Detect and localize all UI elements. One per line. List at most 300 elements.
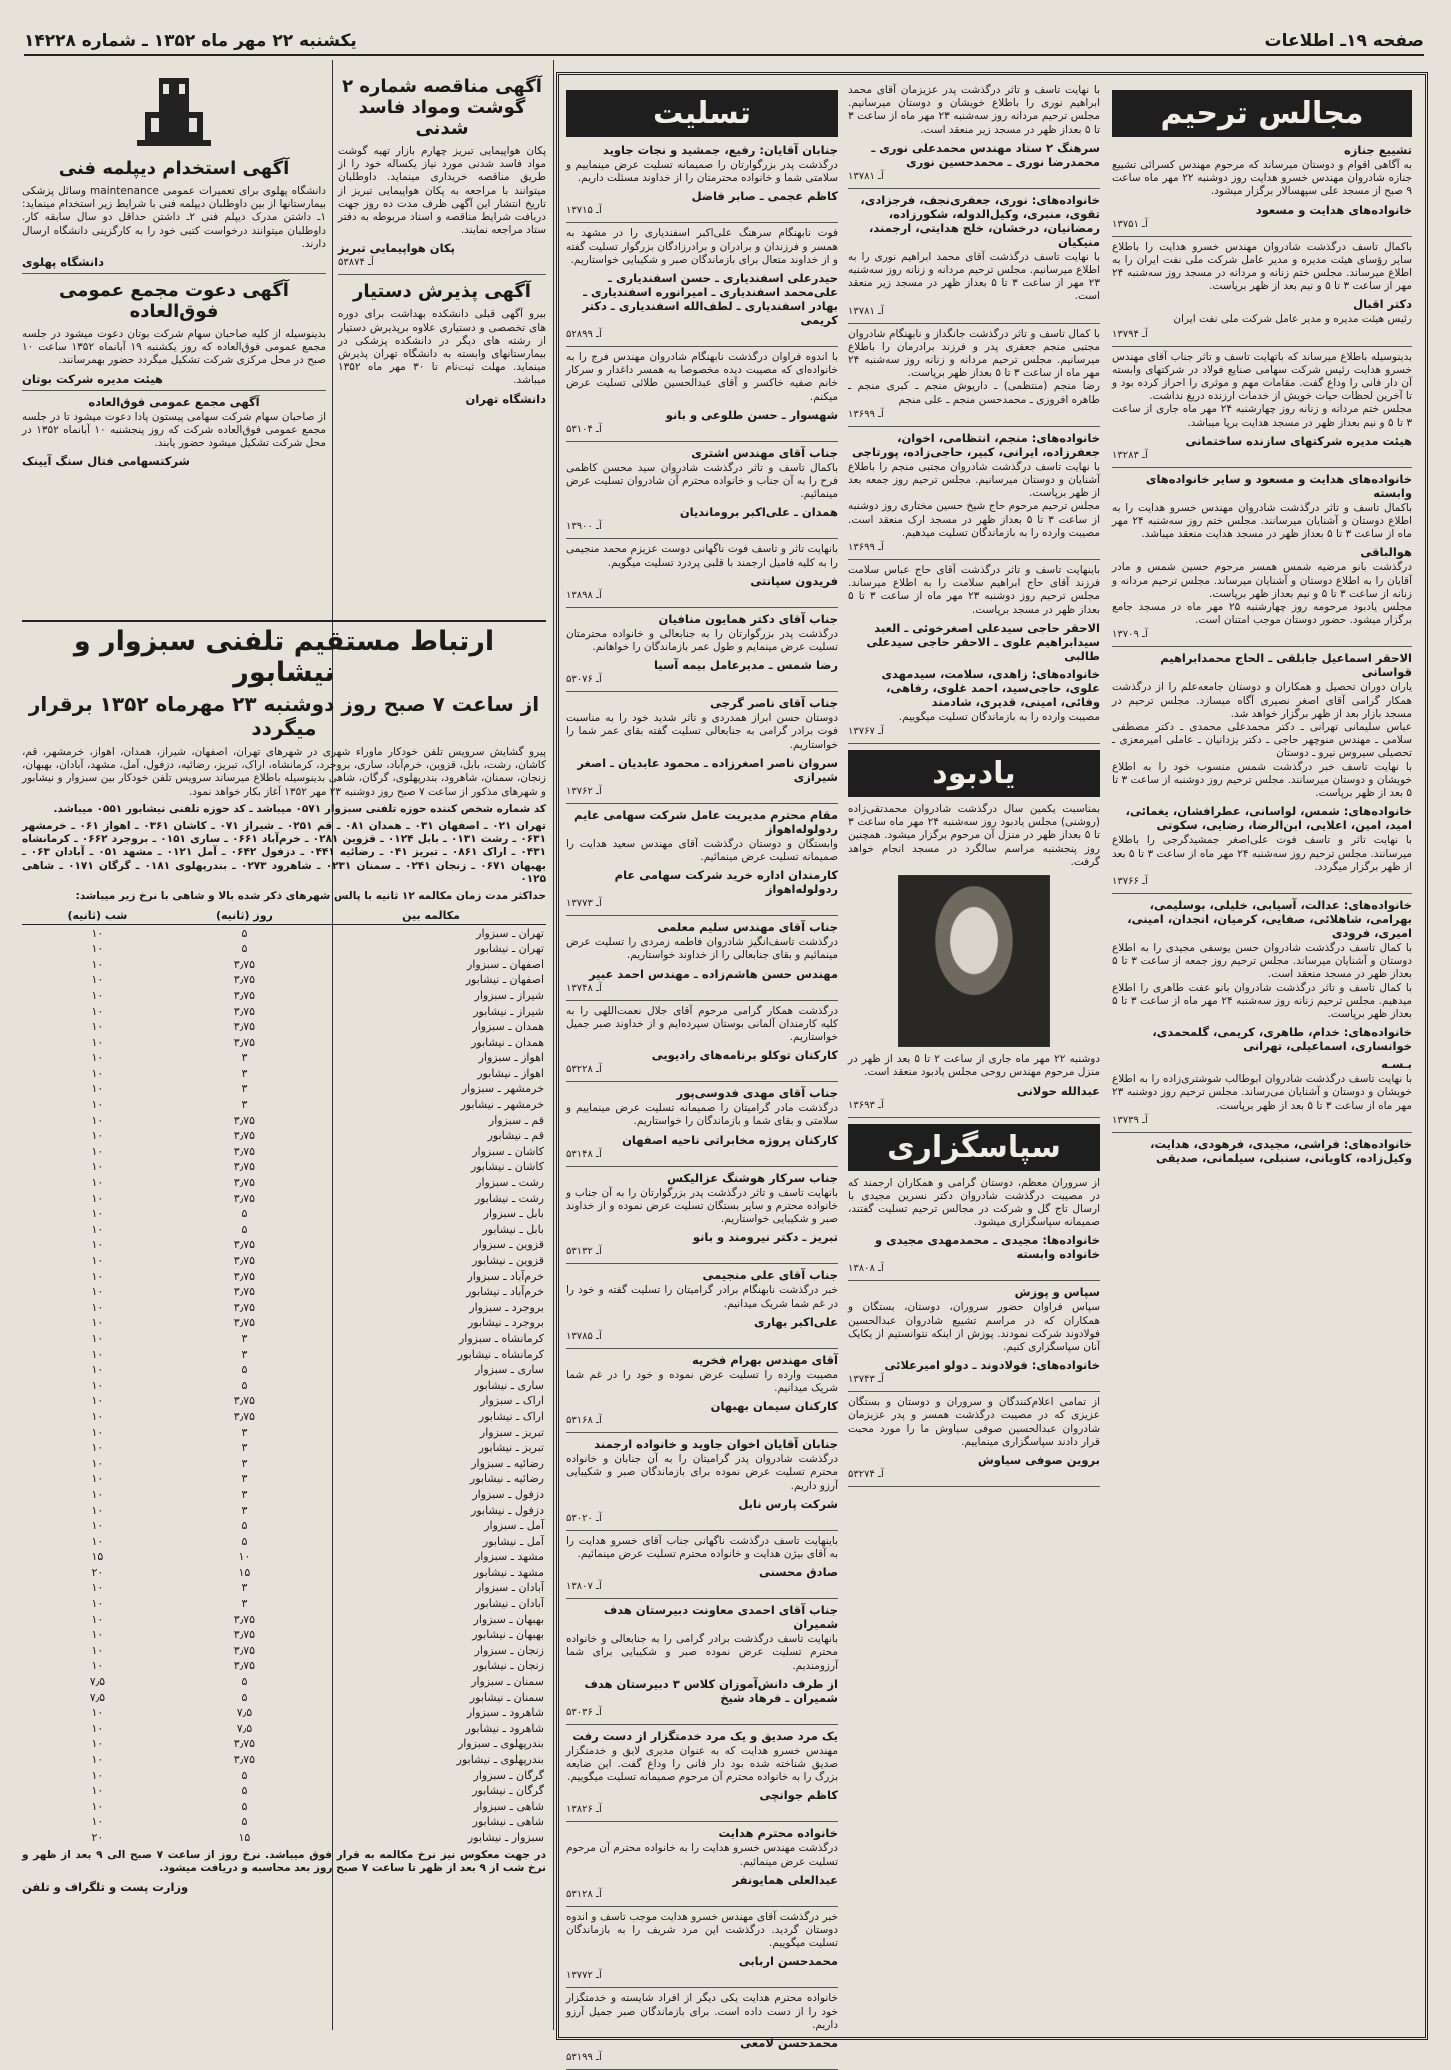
notice-item bbox=[1112, 545, 1412, 601]
notice-title: خانواده‌های: فولادوند ـ دولو امیرعلائی bbox=[884, 1358, 1100, 1373]
notice-text: بانهایت تاسف و تاثر درگذشت پدر بزرگوارتان را به آن جناب و خانواده محترم و سایر بستگان تسلیت عرض نموده و از خداوند صبر و شکیبایی خواستاریم. bbox=[566, 1186, 838, 1226]
table-row bbox=[22, 1674, 546, 1690]
notice-item bbox=[566, 143, 838, 185]
notice-item bbox=[848, 84, 1100, 137]
notice-title: جناب آقای مهندس سلیم معلمی bbox=[657, 920, 838, 935]
notice-text: مجلس ترحیم مرحوم حاج شیخ حسین مختاری روز دوشنبه از ساعت ۳ تا ۵ بعداز ظهر در مسجد ارک منعقد است. مصیبت وارده را به بازماندگان تسلیت میدهیم. bbox=[848, 500, 1100, 539]
notice-title: کاظم عجمی ـ صابر فاضل bbox=[691, 189, 838, 204]
table-row bbox=[22, 1128, 546, 1144]
table-row bbox=[22, 1299, 546, 1315]
notice-text: باکمال تاسف درگذشت شادروان مهندس خسرو هدایت را باطلاع سایر رؤسای هیئت مدیره و مدیر عامل شرکت ملی نفت ایران را به اطلاع میرساند. مجلس ختم زنانه و مردانه در مسجد روز سه‌شنبه ۲۴ مهر از ساعت ۳ تا ۵ و نیم بعد از ظهر برپاست. bbox=[1112, 240, 1412, 293]
table-cell: اصفهان ـ سبزوار bbox=[467, 957, 544, 971]
table-row bbox=[22, 1658, 546, 1674]
table-cell: همدان ـ نیشابور bbox=[471, 1035, 544, 1049]
table-cell: ۵ bbox=[241, 1363, 248, 1377]
notice-code: آـ ۵۳۰۷۶ bbox=[566, 674, 602, 686]
table-row bbox=[22, 956, 546, 972]
table-cell: بهبهان ـ سبزوار bbox=[473, 1612, 544, 1626]
notice-title: علی‌اکبر بهاری bbox=[753, 1314, 838, 1329]
table-cell: آمل ـ سبزوار bbox=[484, 1519, 544, 1533]
notice-text: بانهایت تاسف درگذشت برادر گرامی را به جنابعالی و خانواده محترم تسلیت عرض نموده صبر و شکیبایی برای شما آرزومندیم. bbox=[566, 1633, 838, 1672]
table-row bbox=[22, 941, 546, 957]
notice-item bbox=[566, 2036, 838, 2070]
table-cell: ۳٫۷۵ bbox=[233, 1643, 256, 1657]
table-row bbox=[22, 1237, 546, 1253]
table-cell: زنجان ـ سبزوار bbox=[474, 1643, 544, 1657]
table-cell: خرمشهر ـ نیشابور bbox=[460, 1098, 544, 1112]
table-row bbox=[22, 1253, 546, 1269]
table-row bbox=[22, 988, 546, 1004]
table-row bbox=[22, 1222, 546, 1238]
notice-item bbox=[1112, 651, 1412, 679]
table-cell: ۳٫۷۵ bbox=[233, 1737, 256, 1751]
notice-item bbox=[1112, 942, 1412, 982]
assembly2-ad-sign: شرکتسهامی فتال سنگ آیینک bbox=[22, 454, 190, 469]
table-cell: گرگان ـ نیشابور bbox=[472, 1784, 544, 1798]
notice-item bbox=[566, 1565, 838, 1599]
notice-title: کارکنان توکلو برنامه‌های رادیویی bbox=[651, 1048, 838, 1063]
notice-text: با نهایت تاسف درگذشت شادروان مجتبی منجم را باطلاع آشنایان و دوستان میرسانیم. مجلس ترحیم روز جمعه بعد از ظهر برپاست. bbox=[848, 460, 1100, 500]
table-cell: ۳ bbox=[241, 1597, 248, 1611]
table-cell: ۳ bbox=[241, 1331, 248, 1345]
table-row bbox=[22, 1097, 546, 1113]
telephone-subhead: از ساعت ۷ صبح روز دوشنبه ۲۳ مهرماه ۱۳۵۲ برقرار میگردد bbox=[28, 692, 540, 740]
notice-code: آـ ۱۳۷۹۴ bbox=[1112, 328, 1148, 340]
telephone-codes: تهران ۰۲۱ ـ اصفهان ۰۳۱ ـ همدان ۰۸۱ ـ قم ۰۲۵۱ ـ شیراز ۰۷۱ ـ کاشان ۰۳۶۱ ـ اهواز ۰۶۱ ـ خرمشهر ۰۶۳۱ ـ رشت ۰۱۳۱ ـ بابل ۰۱۲۴ ـ قزوین ۰۲۸۱ ـ خرم‌آباد ۰۶۶۱ ـ ساری ۰۱۵۱ ـ بروجرد ۰۶۶۲ ـ کرمانشاه ۰۴۳۱ ـ اراک ۰۸۶۱ ـ تبریز ۰۴۱ ـ رضائیه ۰۴۴۱ ـ دزفول ۰۶۴۲ ـ آمل ۰۱۲۱ ـ مشهد ۰۵۱ ـ آبادان ۰۶۳ ـ بهبهان ۰۶۷۱ ـ زنجان ۰۲۴۱ ـ سمنان ۰۲۳۱ ـ شاهرود ۰۲۷۳ ـ بندرپهلوی ۰۱۸۱ ـ گرگان ۰۱۷۱ ـ شاهی ۰۱۲۵ bbox=[22, 820, 547, 885]
table-cell: ۵ bbox=[241, 1207, 248, 1221]
notice-title: تشییع جنازه bbox=[1344, 143, 1412, 157]
table-row bbox=[22, 1034, 546, 1050]
ads-top-left bbox=[22, 70, 326, 610]
table-cell: ۱۰ bbox=[91, 1799, 104, 1813]
table-cell: ۳ bbox=[241, 1456, 248, 1470]
table-cell: ۱۰ bbox=[91, 1706, 104, 1720]
table-cell: کرمانشاه ـ نیشابور bbox=[457, 1347, 544, 1361]
notice-item bbox=[566, 1315, 838, 1349]
notice-item bbox=[1112, 1057, 1412, 1133]
notice-item bbox=[848, 711, 1100, 744]
table-row bbox=[22, 1518, 546, 1534]
table-cell: ۳ bbox=[241, 1347, 248, 1361]
notice-item bbox=[566, 1992, 838, 2032]
table-cell: ۱۵ bbox=[238, 1830, 251, 1844]
notice-title: صادق محسنی bbox=[758, 1565, 838, 1580]
table-cell: ۱۰ bbox=[91, 1098, 104, 1112]
table-row bbox=[22, 1627, 546, 1643]
notice-code: آـ ۵۳۱۹۹ bbox=[566, 2051, 602, 2063]
notice-item bbox=[1112, 143, 1412, 199]
notice-item bbox=[566, 696, 838, 752]
table-cell: ۱۵ bbox=[238, 1565, 251, 1579]
notice-item bbox=[1112, 1137, 1412, 1165]
table-cell: ۵ bbox=[241, 1378, 248, 1392]
table-cell: تهران ـ سبزوار bbox=[476, 926, 544, 940]
notice-item bbox=[566, 1788, 838, 1822]
page-number-title: صفحه ۱۹ـ اطلاعات bbox=[1264, 31, 1424, 51]
table-cell: ۱۰ bbox=[91, 1737, 104, 1751]
notice-code: آـ ۱۳۷۴۳ bbox=[848, 1374, 884, 1386]
notice-code: آـ ۱۳۷۴۸ bbox=[566, 982, 602, 994]
table-cell: قم ـ سبزوار bbox=[488, 1113, 544, 1127]
notice-text: درگذشت پدر بزرگوارتان را به جنابعالی و خانواده محترمتان تسلیت عرض مینمایم و طول عمر بازماندگان را خواهانم. bbox=[566, 627, 838, 654]
notice-text: مهندس خسرو هدایت که به عنوان مدیری لایق و خدمتگزار صدیق شناخته شده بود دار فانی را وداع گفت. این ضایعه بزرگ را به خانواده محترم آن مرحوم صمیمانه تسلیت میگوییم. bbox=[566, 1744, 838, 1784]
table-cell: ۱۰ bbox=[91, 1753, 104, 1766]
table-cell: دزفول ـ نیشابور bbox=[471, 1503, 544, 1517]
table-row bbox=[22, 1003, 546, 1019]
notice-text: باینهایت تاسف درگذشت ناگهانی جناب آقای خسرو هدایت را به آقای بیژن هدایت و خانواده محترم تسلیت عرض مینمائیم. bbox=[566, 1534, 838, 1560]
table-cell: ۳ bbox=[241, 1098, 248, 1112]
notice-code: آـ ۱۳۷۰۹ bbox=[1112, 629, 1148, 641]
notice-code: آـ ۱۳۹۰۰ bbox=[566, 521, 602, 533]
notice-item bbox=[566, 1133, 838, 1167]
tender-ad-sign: پکان هواپیمایی تبریز bbox=[338, 241, 455, 256]
table-cell: سبزوار ـ نیشابور bbox=[467, 1830, 544, 1844]
table-cell: ۱۰ bbox=[91, 1534, 104, 1548]
notice-item bbox=[1112, 472, 1412, 542]
table-cell: سمنان ـ نیشابور bbox=[469, 1690, 544, 1704]
table-cell: ۱۰ bbox=[91, 1144, 104, 1158]
table-cell: بابل ـ سبزوار bbox=[483, 1207, 544, 1221]
table-cell: ۳ bbox=[241, 1503, 248, 1517]
table-cell: ۱۰ bbox=[91, 1425, 104, 1439]
notice-text: عباس سلیمانی تهرانی ـ دکتر محمدعلی محمدی ـ دکتر مصطفی سلامی ـ مهندس منوچهر حاجی ـ دکتر یزدانیان ـ عاملی امیرمعزی ـ تحصیلی سیروس نیرو ـ دوستان bbox=[1112, 721, 1412, 760]
notice-code: آـ ۱۳۸۰۷ bbox=[566, 1581, 602, 1593]
notice-item bbox=[1112, 601, 1412, 647]
notice-title: یک مرد صدیق و یک مرد خدمتگزار از دست رفت bbox=[572, 1728, 838, 1743]
table-cell: ۱۰ bbox=[91, 1331, 104, 1345]
notice-text: سپاس فراوان حضور سروران، دوستان، بستگان و همکاران که در مراسم تشییع شادروان عبدالحسین فولادوند شرکت نمودند. پوزش از اینکه نتوانستیم از یکایک آنان سپاسگزاری کنیم. bbox=[848, 1301, 1100, 1353]
notice-item bbox=[566, 868, 838, 916]
table-cell: ۱۰ bbox=[91, 1643, 104, 1657]
notice-item bbox=[566, 1729, 838, 1785]
table-cell: ۱۰ bbox=[91, 1238, 104, 1252]
notice-title: کارمندان اداره خرید شرکت سهامی عام ردولوله‌اهواز bbox=[614, 868, 838, 897]
notice-item bbox=[566, 756, 838, 804]
table-cell: ۳٫۷۵ bbox=[233, 1254, 256, 1267]
notice-text: فوت نابهنگام سرهنگ علی‌اکبر اسفندیاری را در مشهد به همسر و فرزندان و برادران و برادرزادگان بزرگوار تسلیت گفته و از خداوند متعال برای بازماندگان صبر و شکیبایی خواستاریم. bbox=[566, 227, 838, 266]
notice-item bbox=[566, 1603, 838, 1673]
notice-code: آـ ۵۳۱۲۸ bbox=[566, 1888, 602, 1900]
notice-text: دوستان حسن ابراز همدردی و تاثر شدید خود را به مناسبت فوت برادر گرامی به جنابعالی تسلیت گفته بقای عمر شما را خواستاریم. bbox=[566, 712, 838, 751]
table-cell: ۳٫۷۵ bbox=[233, 973, 256, 987]
notice-title: سروان ناصر اصغرزاده ـ محمود عابدیان ـ اصغر شیرازی bbox=[577, 755, 838, 784]
table-row bbox=[22, 1066, 546, 1082]
table-cell: زنجان ـ نیشابور bbox=[473, 1659, 544, 1673]
notice-text: باینهایت تاسف و تاثر درگذشت آقای حاج عباس سلامت فرزند آقای حاج ابراهیم سلامت را به اطلاع میرساند. مجلس ترحیم روز دوشنبه ۲۳ مهر ماه از ساعت ۳ تا ۵ بعداز ظهر در مسجد برپاست. bbox=[848, 564, 1101, 616]
table-cell: بروجرد ـ نیشابور bbox=[467, 1316, 544, 1330]
notice-item bbox=[566, 1497, 838, 1531]
table-cell: ۱۰ bbox=[91, 1207, 104, 1221]
notice-title: خانواده محترم هدایت bbox=[718, 1826, 838, 1841]
table-cell: شیراز ـ نیشابور bbox=[473, 1004, 544, 1018]
notice-code: آـ ۱۳۷۸۱ bbox=[848, 305, 884, 317]
notice-item bbox=[848, 667, 1100, 709]
notice-code: آـ ۱۳۷۶۶ bbox=[1112, 875, 1148, 887]
table-cell: تهران ـ نیشابور bbox=[474, 942, 544, 956]
notice-text: با اندوه فراوان درگذشت نابهنگام شادروان مهندس فرج را به خانواده‌ای که مصیبت دیده مخصوصا به همسر داغدار و سرکار خانم صفیه خاکسر و آقای عبدالحسین طلائی تسلیت عرض میکنم. bbox=[566, 351, 838, 403]
notice-code: آـ ۵۳۱۴۸ bbox=[566, 1148, 602, 1160]
notice-text: با کمال تاسف و تاثر درگذشت جانگداز و نابهنگام شادروان مجتبی منجم جعفری پدر و فرزند برادرمان را باطلاع میرسانیم. مجلس ترحیم مردانه و زنانه روز سه‌شنبه ۲۴ مهر ماه از ساعت ۳ تا ۵ بعداز ظهر برپاست. bbox=[848, 327, 1100, 380]
table-cell: ۱۰ bbox=[91, 1316, 104, 1330]
notice-text: به آگاهی اقوام و دوستان میرساند که مرحوم مهندس کسرائی تشییع جنازه شادروان مهندس خسرو هدایت روز دوشنبه ۲۲ مهر ماه ساعت ۹ صبح از مسجد علی سپهسالار برگزار میشود. bbox=[1112, 159, 1412, 198]
table-row bbox=[22, 1206, 546, 1222]
table-cell: ۵ bbox=[241, 942, 248, 956]
notice-item bbox=[848, 1084, 1100, 1118]
table-cell: خرمشهر ـ سبزوار bbox=[461, 1082, 544, 1096]
table-cell: آبادان ـ سبزوار bbox=[475, 1581, 544, 1595]
notice-item bbox=[1112, 351, 1412, 404]
notice-text: رضا منجم (منتظمی) ـ داریوش منجم ـ کبری منجم ـ طاهره افروزی ـ محمدحسن منجم ـ علی منجم bbox=[848, 380, 1100, 406]
table-cell: ۱۰ bbox=[91, 1051, 104, 1065]
notice-title: جنابان آقایان اخوان جاوید و خانواده ارجمند bbox=[594, 1437, 838, 1452]
table-cell: ۱۰ bbox=[91, 926, 104, 940]
notice-text: باکمال تاسف و تاثر درگذشت شادروان مهندس خسرو هدایت را به اطلاع دوستان و آشنایان میرسانند. مجلس ختم روز سه‌شنبه ۲۴ مهر ماه از ساعت ۳ تا ۵ بعداز ظهر در مسجد هدایت منعقد میباشد. bbox=[1112, 501, 1412, 541]
table-row bbox=[22, 1019, 546, 1035]
notice-item bbox=[566, 408, 838, 442]
notice-text: درگذشت تاسف‌انگیز شادروان فاطمه زمردی را تسلیت عرض مینمائیم و بقای جنابعالی را از خداوند خواستاریم. bbox=[566, 936, 838, 962]
table-cell: اصفهان ـ نیشابور bbox=[465, 973, 544, 987]
notice-item bbox=[566, 227, 838, 267]
table-cell: ۷٫۵ bbox=[236, 1721, 253, 1735]
telephone-footer-sign: وزارت پست و تلگراف و تلفن bbox=[22, 1879, 189, 1894]
table-cell: ۷٫۵ bbox=[236, 1706, 253, 1720]
university-logo bbox=[131, 72, 217, 152]
table-cell: ۱۰ bbox=[91, 1300, 104, 1314]
table-row bbox=[22, 1112, 546, 1128]
tasliat-column bbox=[566, 84, 838, 2063]
notice-item bbox=[1112, 681, 1412, 721]
notice-title: آقای مهندس بهرام فخریه bbox=[692, 1352, 838, 1367]
notice-item bbox=[1112, 1025, 1412, 1053]
issue-date: یکشنبه ۲۲ مهر ماه ۱۳۵۲ ـ شماره ۱۴۲۲۸ bbox=[24, 31, 357, 51]
table-cell: شاهی ـ نیشابور bbox=[472, 1815, 544, 1829]
rate-table bbox=[22, 907, 546, 1845]
table-cell: ۱۰ bbox=[91, 1378, 104, 1392]
notice-code: آـ ۵۳۱۰۴ bbox=[566, 423, 602, 435]
table-row bbox=[22, 1455, 546, 1471]
hiring-ad-title: آگهی استخدام دیپلمه فنی bbox=[58, 158, 290, 179]
notice-item bbox=[566, 1437, 838, 1493]
notice-title: خانواده‌های هدایت و مسعود bbox=[1255, 202, 1412, 217]
table-cell: ۳٫۷۵ bbox=[233, 1129, 256, 1143]
notice-text: خبر درگذشت آقای مهندس خسرو هدایت موجب تاسف و اندوه دوستان گردید. درگذشت این مرد شریف را به بازماندگان تسلیت میگوییم. bbox=[566, 1910, 838, 1950]
notice-item bbox=[566, 1954, 838, 1988]
table-row bbox=[22, 1830, 546, 1846]
table-cell: ۵ bbox=[241, 1815, 248, 1829]
table-cell: ۵ bbox=[241, 1222, 248, 1236]
table-cell: ۳ bbox=[241, 1425, 248, 1439]
column-divider bbox=[553, 60, 554, 2030]
table-cell: آبادان ـ نیشابور bbox=[474, 1597, 544, 1611]
table-row bbox=[22, 1331, 546, 1347]
table-cell: ۳٫۷۵ bbox=[233, 1316, 256, 1330]
tender-ad-title: آگهی مناقصه شماره ۲ گوشت ومواد فاسد شدنی bbox=[342, 76, 542, 139]
table-cell: ۳٫۷۵ bbox=[233, 1176, 256, 1190]
notice-item bbox=[566, 808, 838, 864]
notice-item bbox=[566, 351, 838, 404]
notice-text: مصیبت وارده را تسلیت عرض نموده و خود را در غم شما شریک میدانیم. bbox=[566, 1368, 838, 1394]
table-cell: ۵ bbox=[241, 1799, 248, 1813]
notice-title: جناب آقای ناصر گرجی bbox=[710, 696, 838, 711]
notice-code: آـ ۱۳۶۹۹ bbox=[848, 408, 884, 420]
notice-text: درگذشت مهندس خسرو هدایت را به خانواده محترم آن مرحوم تسلیت عرض مینمائیم. bbox=[566, 1842, 838, 1868]
notice-text: خبر درگذشت نابهنگام برادر گرامیتان را تسلیت گفته و خود را در غم شما شریک میدانیم. bbox=[566, 1284, 838, 1310]
table-cell: ۱۰ bbox=[91, 1176, 104, 1190]
table-row bbox=[22, 1643, 546, 1659]
notice-item bbox=[566, 271, 838, 347]
table-cell: ۱۰ bbox=[91, 1597, 104, 1611]
table-row bbox=[22, 1565, 546, 1581]
portrait-photo bbox=[898, 875, 1050, 1047]
table-cell: ۵ bbox=[241, 1534, 248, 1548]
notice-text: مصیبت وارده را به بازماندگان تسلیت میگوییم. bbox=[898, 710, 1100, 723]
telephone-note: کد شماره شخص کننده حوزه تلفنی سبزوار ۰۵۷۱ میباشد ـ کد حوزه تلفنی نیشابور ۰۵۵۱ میباشد. bbox=[53, 802, 546, 815]
table-cell: ۱۰ bbox=[91, 1269, 104, 1283]
notice-text: از تمامی اعلام‌کنندگان و سروران و دوستان و بستگان عزیزی که در مصیبت درگذشت همسر و پدر عزیزمان شادروان عبدالحسین صوفی سیاوش ما را مورد محبت قرار دادند سپاسگزاری مینماییم. bbox=[848, 1396, 1100, 1448]
notice-item bbox=[1112, 804, 1412, 832]
table-row bbox=[22, 1487, 546, 1503]
table-cell: ۱۰ bbox=[91, 1503, 104, 1517]
notice-item bbox=[566, 574, 838, 608]
notice-item bbox=[848, 193, 1100, 249]
table-cell: ۱۰ bbox=[91, 1082, 104, 1096]
table-row bbox=[22, 1409, 546, 1425]
table-cell: ساری ـ سبزوار bbox=[475, 1363, 544, 1377]
table-row bbox=[22, 1533, 546, 1549]
table-row bbox=[22, 1190, 546, 1206]
notice-code: آـ ۵۳۰۳۶ bbox=[566, 1706, 602, 1718]
notice-title: کارکنان پروژه مخابراتی ناحیه اصفهان bbox=[622, 1132, 838, 1147]
notice-code: آـ ۱۳۶۹۹ bbox=[848, 542, 884, 554]
table-cell: رضائیه ـ سبزوار bbox=[471, 1456, 544, 1470]
notice-title: سپاس و پوزش bbox=[1014, 1285, 1100, 1300]
resident-ad-text: بیرو آگهی قبلی دانشکده بهداشت برای دوره های تخصصی و دستیاری علاوه برپذیرش دستیار از رشته های دیگر در دانشکده پزشکی در بیمارستانهای وابسته به دانشگاه تهران پذیرش مینماید. مهلت ثبت‌نام تا ۳۰ مهر ماه ۱۳۵۲ میباشد. bbox=[338, 308, 546, 387]
table-row bbox=[22, 1159, 546, 1175]
table-cell: قزوین ـ نیشابور bbox=[472, 1254, 544, 1267]
table-cell: ۱۰ bbox=[91, 1721, 104, 1735]
notice-item bbox=[566, 1677, 838, 1725]
notice-title: خانواده‌های: عدالت، آسیابی، خلیلی، بوسلیمی، بهرامی، شاهلائی، صفایی، کرمیان، انجدان، امینی، امیری، فرودی bbox=[1127, 897, 1412, 940]
notice-item bbox=[848, 1396, 1100, 1449]
table-cell: ۵ bbox=[241, 1784, 248, 1798]
table-row bbox=[22, 1471, 546, 1487]
table-cell: ۱۰ bbox=[91, 1472, 104, 1486]
resident-ad-sign: دانشگاه تهران bbox=[465, 391, 546, 406]
notice-text: مجلس یادبود مرحومه روز چهارشنبه ۲۵ مهر ماه در مسجد جامع برگزار میشود. حضور دوستان موجب امتنان است. bbox=[1112, 601, 1413, 627]
notice-item bbox=[1112, 203, 1412, 237]
table-cell: ۱۰ bbox=[91, 1191, 104, 1205]
table-cell: ۱۰ bbox=[91, 957, 104, 971]
table-row bbox=[22, 1175, 546, 1191]
table-cell: ۳٫۷۵ bbox=[233, 1020, 256, 1034]
masthead bbox=[24, 28, 1424, 56]
notice-title: کاظم جوانچی bbox=[759, 1788, 838, 1803]
notice-text: رئیس هیئت مدیره و مدیر عامل شرکت ملی نفت ایران bbox=[1173, 313, 1412, 326]
table-row bbox=[22, 1596, 546, 1612]
notice-title: خانواده‌های: خدام، طاهری، کریمی، گلمحمدی، خوانساری، اسماعیلی، تهرانی bbox=[1152, 1025, 1412, 1054]
notice-item bbox=[1112, 434, 1412, 468]
notice-code: آـ ۵۳۲۷۴ bbox=[848, 1468, 884, 1480]
table-cell: ۳ bbox=[241, 1051, 248, 1065]
table-cell: ۱۰ bbox=[91, 1020, 104, 1034]
middle-top-list bbox=[848, 84, 1100, 1487]
notice-text: درگذشت مادر گرامیتان را صمیمانه تسلیت عرض مینماییم و سلامتی و بقای شما و بازماندگان را خواستاریم. bbox=[566, 1102, 838, 1128]
notice-item bbox=[848, 1453, 1100, 1487]
notice-item bbox=[1112, 982, 1412, 1022]
table-cell: ۱۰ bbox=[91, 1815, 104, 1829]
notice-item bbox=[848, 564, 1100, 617]
telephone-table-intro: حداکثر مدت زمان مکالمه ۱۲ ثانیه با پالس شهرهای ذکر شده بالا و شاهی با نرخ زیر میباشد: bbox=[75, 890, 546, 903]
table-cell: همدان ـ سبزوار bbox=[472, 1020, 544, 1034]
notice-text: با نهایت تاسف و تاثر درگذشت پدر عزیزمان آقای محمد ابراهیم نوری را باطلاع خویشان و دوستان میرسانیم. مجلس ترحیم مردانه روز سه‌شنبه ۲۳ مهر ماه از ساعت ۳ تا ۵ بعداز ظهر در مسجد زیر منعقد است. bbox=[848, 84, 1100, 136]
notice-title: جناب آقای دکتر همایون منافیان bbox=[658, 611, 838, 626]
notice-text: درگذشت پدر بزرگوارتان را صمیمانه تسلیت عرض مینماییم و سلامتی شما و خانواده محترمتان را از خداوند مسئلت داریم. bbox=[566, 159, 838, 185]
notice-code: آـ ۱۳۷۸۱ bbox=[848, 170, 884, 182]
table-cell: تبریز ـ سبزوار bbox=[479, 1425, 544, 1439]
tasliat-list bbox=[566, 143, 838, 2070]
notice-text: درگذشت بانو مرضیه شمس همسر مرحوم حسین شمس و مادر آقایان را به اطلاع دوستان و آشنایان میرساند. مجلس ترحیم مردانه و زنانه از ساعت ۳ تا ۵ و نیم بعداز ظهر برپاست. bbox=[1112, 561, 1412, 600]
notice-title: خانواده‌های: منجم، انتظامی، اخوان، جعفرزاده، ایرانی، کبیر، حاجی‌زاده، پورتاجی bbox=[852, 430, 1100, 459]
notice-text: مجلس ختم مردانه و زنانه روز چهارشنبه ۲۴ مهر ماه جاری از ساعت ۳ تا ۵ و نیم بعداز ظهر در مسجد هدایت برپا میباشد. bbox=[1112, 403, 1413, 429]
table-cell: ۳٫۷۵ bbox=[233, 1612, 256, 1626]
notice-item bbox=[848, 1358, 1100, 1392]
notice-title: همدان ـ علی‌اکبر بروماندیان bbox=[679, 505, 838, 520]
table-cell: ۱۰ bbox=[238, 1550, 251, 1564]
notice-title: خانواده‌ها: مجیدی ـ محمدمهدی مجیدی و خانواده وابسته bbox=[875, 1233, 1100, 1262]
table-cell: ۲۰ bbox=[91, 1565, 104, 1579]
table-row bbox=[22, 1705, 546, 1721]
table-cell: ۱۰ bbox=[91, 1612, 104, 1626]
table-row bbox=[22, 1767, 546, 1783]
notice-item bbox=[566, 1911, 838, 1951]
table-row bbox=[22, 1144, 546, 1160]
notice-text: با نهایت تاسف درگذشت شادروان ابوطالب شوشتری‌زاده را به اطلاع خویشان و دوستان و آشنایان می‌رساند. مجلس ترحیم روز دوشنبه ۲۳ مهر ماه از ساعت ۳ تا ۵ بعد از ظهر برپاست. bbox=[1112, 1073, 1412, 1112]
table-cell: ۳٫۷۵ bbox=[233, 988, 256, 1002]
table-cell: رشت ـ سبزوار bbox=[476, 1176, 544, 1190]
notice-item bbox=[566, 1048, 838, 1082]
table-row bbox=[22, 972, 546, 988]
tender-ad-code: آـ ۵۳۸۷۴ bbox=[338, 257, 374, 269]
table-cell: ۳ bbox=[241, 1082, 248, 1096]
notice-item bbox=[848, 1177, 1100, 1230]
table-cell: ۱۰ bbox=[91, 1628, 104, 1642]
table-cell: شاهرود ـ سبزوار bbox=[466, 1706, 544, 1720]
table-cell: خرم‌آباد ـ سبزوار bbox=[467, 1269, 544, 1283]
notice-text: با کمال تاسف درگذشت شادروان حسن یوسفی مجیدی را به اطلاع دوستان و آشنایان میرساند. مجلس ترحیم روز جمعه از ساعت ۳ تا ۵ بعداز ظهر در مسجد منعقد است. bbox=[1112, 941, 1413, 981]
table-cell: بابل ـ نیشابور bbox=[482, 1222, 544, 1236]
table-cell: بروجرد ـ سبزوار bbox=[469, 1300, 544, 1314]
table-row bbox=[22, 1580, 546, 1596]
notice-text: درگذشت همکار گرامی مرحوم آقای جلال نعمت‌اللهی را به کلیه کارمندان آلمانی بوستان سپرده‌ایم و از خداوند صبر جمیل خواستاریم. bbox=[566, 1004, 838, 1044]
notice-item bbox=[566, 1399, 838, 1433]
notice-code: آـ ۱۳۸۰۸ bbox=[848, 1263, 884, 1275]
table-cell: ۳٫۷۵ bbox=[233, 1144, 256, 1158]
notice-item bbox=[1112, 834, 1412, 894]
table-cell: ۳٫۷۵ bbox=[233, 1113, 256, 1127]
notice-title: سرهنگ ۲ ستاد مهندس محمدعلی نوری ـ محمدرضا نوری ـ محمدحسین نوری bbox=[871, 140, 1100, 169]
notice-code: آـ ۱۳۷۸۵ bbox=[566, 1330, 602, 1342]
notice-item bbox=[848, 500, 1100, 560]
notice-item bbox=[566, 1353, 838, 1395]
table-row bbox=[22, 1440, 546, 1456]
table-row bbox=[22, 1268, 546, 1284]
notice-text: بانهایت تاثر و تاسف فوت ناگهانی دوست عزیزم محمد منجیمی را به کلیه فامیل ارجمند با قلبی پردرد تسلیت میگویم. bbox=[566, 543, 838, 569]
table-cell: مشهد ـ سبزوار bbox=[474, 1550, 544, 1564]
notice-code: آـ ۱۳۷۱۵ bbox=[566, 205, 602, 217]
table-row bbox=[22, 1081, 546, 1097]
assembly-ad-sign: هیئت مدیره شرکت بوتان bbox=[22, 371, 163, 386]
table-row bbox=[22, 1783, 546, 1799]
